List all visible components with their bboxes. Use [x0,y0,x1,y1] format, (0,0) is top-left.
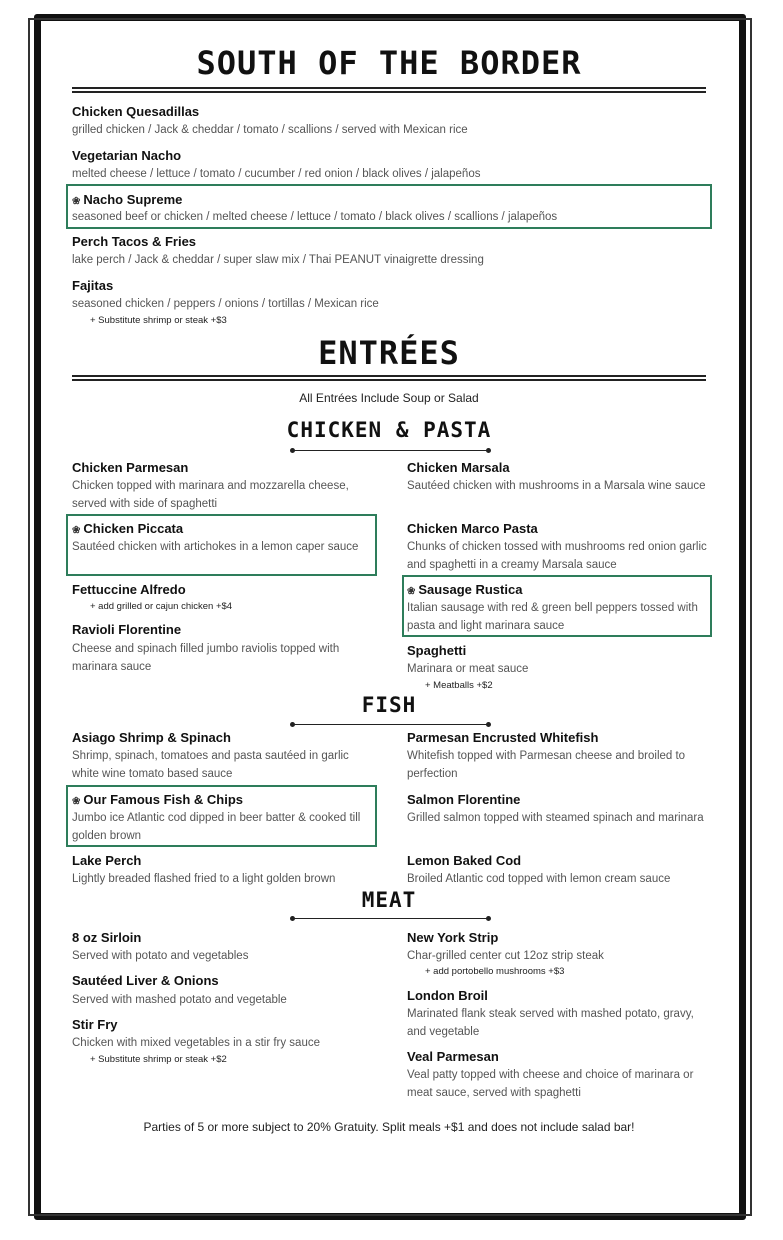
item-desc: Served with mashed potato and vegetable [72,994,287,1006]
item-desc: Broiled Atlantic cod topped with lemon cream sauce [407,873,671,885]
item-name: Chicken Marsala [407,460,510,475]
item-desc: Sautéed chicken with artichokes in a lemon caper sauce [72,541,359,553]
item-desc: lake perch / Jack & cheddar / super slaw mix / Thai PEANUT vinaigrette dressing [72,254,484,266]
item-name: Fettuccine Alfredo [72,582,186,597]
subsection-title-chicken-pasta: CHICKEN & PASTA [286,418,492,442]
item-name: Stir Fry [72,1017,118,1032]
item-desc: Jumbo ice Atlantic cod dipped in beer batter & cooked till golden brown [72,812,361,842]
item-note: + Substitute shrimp or steak +$2 [90,1054,227,1065]
divider-dot [486,722,491,727]
item-desc: seasoned chicken / peppers / onions / tortillas / Mexican rice [72,298,379,310]
item-name: Vegetarian Nacho [72,148,182,163]
subsection-title-fish: FISH [361,693,417,717]
item-name: Salmon Florentine [407,792,521,807]
footer-note: Parties of 5 or more subject to 20% Gratuity. Split meals +$1 and does not include salad bar! [143,1120,635,1134]
item-name: Chicken Parmesan [72,460,189,475]
item-name: Fajitas [72,278,114,293]
subsection-divider [292,450,488,451]
item-note: + add portobello mushrooms +$3 [425,966,565,977]
entrees-subtitle: All Entrées Include Soup or Salad [299,391,479,405]
item-name: Sautéed Liver & Onions [72,973,219,988]
item-desc: Char-grilled center cut 12oz strip steak [407,950,604,962]
item-desc: Cheese and spinach filled jumbo raviolis topped with marinara sauce [72,643,340,673]
item-desc: Chunks of chicken tossed with mushrooms red onion garlic and spaghetti in a creamy Marsala sauce [407,541,707,571]
item-name-featured: ❀ Nacho Supreme [72,192,183,207]
item-name: Lake Perch [72,853,142,868]
divider-dot [486,448,491,453]
leaf-icon: ❀ [407,586,416,597]
section-divider [72,375,706,381]
item-name: Parmesan Encrusted Whitefish [407,730,599,745]
item-note: + add grilled or cajun chicken +$4 [90,601,233,612]
item-name: London Broil [407,988,488,1003]
item-desc: seasoned beef or chicken / melted cheese / lettuce / tomato / black olives / scallions / jalapeños [72,211,558,223]
divider-dot [486,916,491,921]
item-note: + Substitute shrimp or steak +$3 [90,315,227,326]
item-note: + Meatballs +$2 [425,680,493,691]
item-desc: Whitefish topped with Parmesan cheese and broiled to perfection [407,750,686,780]
item-name: Chicken Marco Pasta [407,521,538,536]
subsection-divider [292,724,488,725]
item-desc: Chicken topped with marinara and mozzarella cheese, served with side of spaghetti [72,480,349,510]
item-name: Lemon Baked Cod [407,853,522,868]
item-desc: grilled chicken / Jack & cheddar / tomato / scallions / served with Mexican rice [72,124,468,136]
leaf-icon: ❀ [72,796,81,807]
item-desc: Veal patty topped with cheese and choice of marinara or meat sauce, served with spaghetti [407,1069,694,1099]
item-desc: melted cheese / lettuce / tomato / cucumber / red onion / black olives / jalapeños [72,168,481,180]
item-name: Asiago Shrimp & Spinach [72,730,231,745]
item-desc: Marinated flank steak served with mashed potato, gravy, and vegetable [407,1008,694,1038]
item-name: Ravioli Florentine [72,622,182,637]
subsection-divider [292,918,488,919]
item-desc: Chicken with mixed vegetables in a stir fry sauce [72,1037,320,1049]
item-desc: Lightly breaded flashed fried to a light golden brown [72,873,336,885]
item-name: Spaghetti [407,643,467,658]
item-desc: Marinara or meat sauce [407,663,529,675]
item-desc: Shrimp, spinach, tomatoes and pasta sautéed in garlic white wine tomato based sauce [72,750,349,780]
item-name-featured: ❀ Chicken Piccata [72,521,184,536]
section-divider [72,87,706,93]
item-name: Chicken Quesadillas [72,104,200,119]
item-desc: Sautéed chicken with mushrooms in a Marsala wine sauce [407,480,706,492]
subsection-title-meat: MEAT [361,888,417,912]
item-name: 8 oz Sirloin [72,930,142,945]
leaf-icon: ❀ [72,196,81,207]
section-title-entrees: ENTRÉES [318,334,460,372]
item-name: New York Strip [407,930,499,945]
item-name: Perch Tacos & Fries [72,234,197,249]
leaf-icon: ❀ [72,525,81,536]
item-name-featured: ❀ Sausage Rustica [407,582,523,597]
item-desc: Grilled salmon topped with steamed spinach and marinara [407,812,704,824]
item-desc: Served with potato and vegetables [72,950,249,962]
item-name: Veal Parmesan [407,1049,499,1064]
item-name-featured: ❀ Our Famous Fish & Chips [72,792,244,807]
section-title-south: SOUTH OF THE BORDER [196,44,582,82]
item-desc: Italian sausage with red & green bell peppers tossed with pasta and light marinara sauce [407,602,698,632]
